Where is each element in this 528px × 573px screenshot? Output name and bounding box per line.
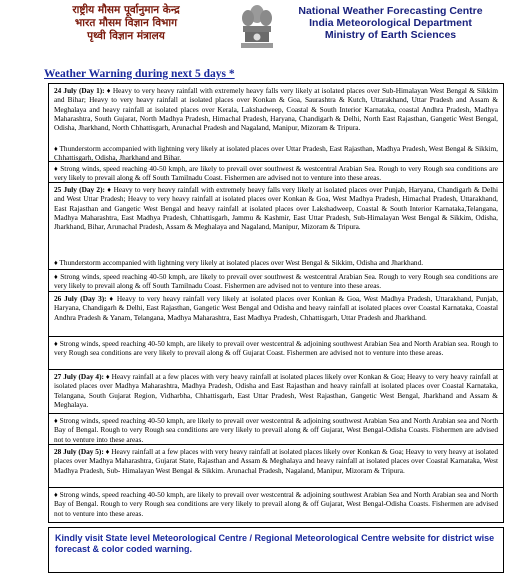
day4-wind: ♦ Strong winds, speed reaching 40-50 kmph, are likely to prevail over westcentral & adjoining southwest Arabian Sea and North Arabian sea and North Bay of Bengal. Rough to very Rough sea conditions are very likely to prevail along & off Gujarat, West Bengal-Odisha Coasts. Fishermen are advised not to venture into these areas. [54,416,498,444]
day1-text: ♦ Heavy to very heavy rainfall with extremely heavy falls very likely at isolated places over Sub-Himalayan West Bengal & Sikkim and Bihar; Heavy to very heavy rainfall at isolated places over Konkan & Goa, Saurashtra & Kutch, Uttarakhand, Uttar Pradesh and Assam & Meghalaya and heavy rainfall at isolated places over Kerala, Lakshadweep, Coastal & South Interior Karnataka, coastal Andhra Pradesh, Madhya Maharashtra, South Gujarat, North Madhya Pradesh, Himachal Pradesh, Haryana, Chandigarh & Delhi, North East Rajasthan, Gangetic West Bengal, Odisha, Jharkhand, North Chhattisgarh, Arunachal Pradesh and Nagaland, Manipur, Mizoram & Tripura. [54,86,498,133]
day2-text: ♦ Heavy to very heavy rainfall with extremely heavy falls very likely at isolated places over Punjab, Haryana, Chandigarh & Delhi and West Uttar Pradesh; Heavy to very heavy rainfall at isolated places over Konkan & Goa, West Madhya Pradesh, Himachal Pradesh, Uttarakhand, East Rajasthan and Gangetic West Bengal and heavy rainfall at isolated places over Lakshadweep, Coastal & South Interior Karnataka,Telangana, Madhya Maharashtra, East Madhya Pradesh, Chhattisgarh, Jammu & Kashmir, East Uttar Pradesh, Sub-Himalayan West Bengal & Sikkim, Odisha, Jharkhand, Bihar, Arunachal Pradesh, Assam & Meghalaya and Nagaland, Manipur, Mizoram & Tripura. [54,185,498,232]
day5-rain [49,445,503,475]
day2-wind: ♦ Strong winds, speed reaching 40-50 kmph, are likely to prevail over southwest & westcentral Arabian Sea. Rough to very Rough sea conditions are very likely to prevail along & off South Tamilnadu Coast. Fishermen are advised not to venture into these areas. [54,272,498,291]
hindi-header [36,4,216,43]
day1-thunder: ♦ Thunderstorm accompanied with lightning very likely at isolated places over Uttar Pradesh, East Rajasthan, Madhya Pradesh, West Bengal & Sikkim, Chhattisgarh, Odisha, Jharkhand and Bihar. [54,144,498,163]
day4-heading: 27 July (Day 4): [54,372,104,381]
day3-rain [49,292,503,322]
day1-rain [49,84,503,132]
day3-wind: ♦ Strong winds, speed reaching 40-50 kmph, are likely to prevail over westcentral & adjoining southwest Arabian Sea and North Arabian sea. Rough to very Rough sea conditions are very likely to prevail along & off Gujarat Coast. Fishermen are advised not to venture into these areas. [54,339,498,358]
english-line-1: National Weather Forecasting Centre [298,5,483,17]
page-title: Weather Warning during next 5 days * [44,68,235,80]
hindi-line-1: राष्ट्रीय मौसम पूर्वानुमान केन्द्र [72,4,180,16]
day3-text: ♦ Heavy to very heavy rainfall very likely at isolated places over Konkan & Goa, West Madhya Pradesh, Uttarakhand, Punjab, Haryana, Chandigarh & Delhi, East Rajasthan, Gangetic West Bengal and Odisha and heavy rainfall at isolated places over Coastal Karnataka, Coastal Andhra Pradesh & Yanam, Telangana, Madhya Maharashtra, East Madhya Pradesh, Chhattisgarh, Uttar Pradesh and Jharkhand. [54,294,498,322]
day2-heading: 25 July (Day 2): [54,185,105,194]
national-emblem-icon [236,2,278,50]
warning-table [48,83,504,523]
day4-text: ♦ Heavy rainfall at a few places with very heavy rainfall at isolated places likely over Konkan & Goa; Heavy to very heavy rainfall at isolated places over Madhya Maharashtra, Madhya Pradesh, Odisha and East Rajasthan and heavy rainfall at isolated places over Coastal Karnataka, Telangana, South Gujarat Region, Vidharbha, Chhattisgarh, East Uttar Pradesh, West Rajasthan, Gangetic West Bengal, Jharkhand and Assam & Meghalaya. [54,372,498,409]
english-line-2: India Meteorological Department [309,17,472,29]
day5-heading: 28 July (Day 5): [54,447,104,456]
day3-heading: 26 July (Day 3): [54,294,107,303]
day5-wind: ♦ Strong winds, speed reaching 40-50 kmph, are likely to prevail over westcentral & adjoining southwest Arabian Sea and North Arabian sea and North Bay of Bengal. Rough to very Rough sea conditions are very likely to prevail along & off Gujarat, West Bengal-Odisha Coasts. Fishermen are advised not to venture into these areas. [54,490,498,518]
english-header [288,5,493,41]
english-line-3: Ministry of Earth Sciences [324,29,457,41]
day2-rain [49,183,503,231]
day5-text: ♦ Heavy rainfall at a few places with very heavy rainfall at isolated places likely over Konkan & Goa; Heavy to very heavy at isolated places over Madhya Maharashtra, Gujarat State, Rajasthan and Assam & Meghalaya and heavy rainfall at isolated places over Coastal Karnataka, West Madhya Pradesh, Sub- Himalayan West Bengal & Sikkim. Arunachal Pradesh, Nagaland, Manipur, Mizoram & Tripura. [54,447,498,475]
day1-wind: ♦ Strong winds, speed reaching 40-50 kmph, are likely to prevail over southwest & westcentral Arabian Sea. Rough to very Rough sea conditions are very likely to prevail along & off South Tamilnadu Coast. Fishermen are advised not to venture into these areas. [54,164,498,183]
day1-heading: 24 July (Day 1): [54,86,105,95]
day4-rain [49,370,503,409]
footer-note: Kindly visit State level Meteorological Centre / Regional Meteorological Centre website for district wise forecast & color coded warning. [48,527,504,573]
day2-thunder: ♦ Thunderstorm accompanied with lightning very likely at isolated places over West Bengal & Sikkim, Odisha and Jharkhand. [54,258,424,267]
hindi-line-2: भारत मौसम विज्ञान विभाग [74,17,178,29]
hindi-line-3: पृथ्वी विज्ञान मंत्रालय [87,30,165,42]
